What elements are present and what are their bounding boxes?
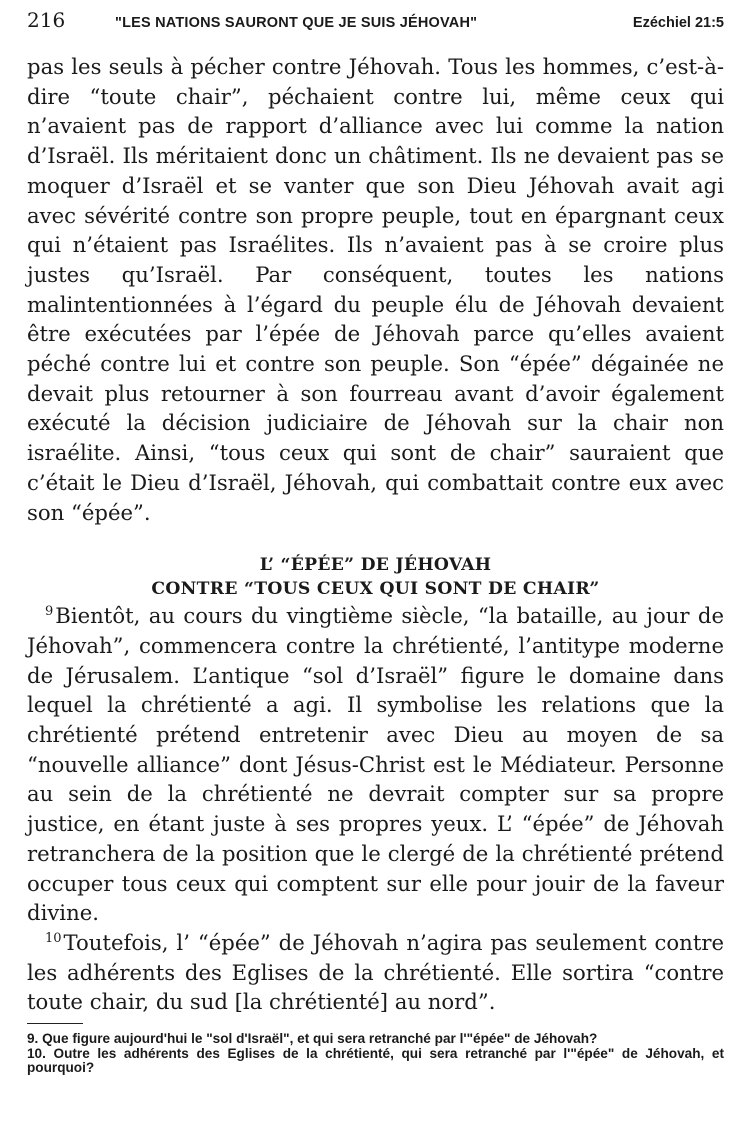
paragraph-number: 9 bbox=[45, 604, 54, 620]
section-heading-line-1: L’ “ÉPÉE” DE JÉHOVAH bbox=[259, 555, 492, 576]
paragraph-10 bbox=[27, 928, 724, 1017]
paragraph-text: Toutefois, l’ “épée” de Jéhovah n’agira pas seulement contre les adhérents des Eglises de la chrétienté. Elle sortira “contre toute chair, du sud [la chrétienté] au nord”. bbox=[27, 929, 724, 1015]
paragraph-text: Bientôt, au cours du vingtième siècle, “la bataille, au jour de Jéhovah”, commencera contre la chrétienté, l’antitype moderne de Jérusalem. L’antique “sol d’Israël” figure le domaine dans lequel la chrétienté a agi. Il symbolise les relations que la chrétienté prétend entretenir avec Dieu au moyen de sa “nouvelle alliance” dont Jésus-Christ est le Médiateur. Personne au sein de la chrétienté ne devrait compter sur sa propre justice, en étant juste à ses propres yeux. L’ “épée” de Jéhovah retranchera de la position que le clergé de la chrétienté prétend occuper tous ceux qui comptent sur elle pour jouir de la faveur divine. bbox=[27, 603, 724, 926]
section-heading-line-2: CONTRE “TOUS CEUX QUI SONT DE CHAIR” bbox=[151, 579, 600, 600]
study-questions bbox=[27, 1032, 724, 1076]
footnote-10: 10. Outre les adhérents des Eglises de la chrétienté, qui sera retranché par l'"épée" de Jéhovah, et pourquoi? bbox=[27, 1045, 724, 1076]
footnote-divider bbox=[27, 1023, 83, 1024]
page-header bbox=[27, 8, 724, 52]
intro-paragraph: pas les seuls à pécher contre Jéhovah. Tous les hommes, c’est-à-dire “toute chair”, péchaient contre lui, même ceux qui n’avaient pas de rapport d’alliance avec lui comme la nation d’Israël. Ils méritaient donc un châtiment. Ils ne devaient pas se moquer d’Israël et se vanter que son Dieu Jéhovah avait agi avec sévérité contre son propre peuple, tout en épargnant ceux qui n’étaient pas Israélites. Ils n’avaient pas à se croire plus justes qu’Israël. Par conséquent, toutes les nations malintentionnées à l’égard du peuple élu de Jéhovah devaient être exécutées par l’épée de Jéhovah parce qu’elles avaient péché contre lui et contre son peuple. Son “épée” dégainée ne devait plus retourner à son fourreau avant d’avoir également exécuté la décision judiciaire de Jéhovah sur la chair non israélite. Ainsi, “tous ceux qui sont de chair” sauraient que c’était le Dieu d’Israël, Jéhovah, qui combattait contre eux avec son “épée”. bbox=[27, 54, 724, 525]
scripture-reference: Ezéchiel 21:5 bbox=[632, 15, 724, 31]
section-heading bbox=[27, 553, 724, 601]
paragraph-9 bbox=[27, 601, 724, 928]
running-title: "LES NATIONS SAURONT QUE JE SUIS JÉHOVAH" bbox=[115, 15, 478, 31]
page-number: 216 bbox=[27, 8, 66, 32]
footnote-9: 9. Que figure aujourd'hui le "sol d'Israël", et qui sera retranché par l'"épée" de Jéhovah? bbox=[27, 1031, 598, 1047]
body-text bbox=[27, 52, 724, 1017]
paragraph-number: 10 bbox=[45, 930, 62, 946]
